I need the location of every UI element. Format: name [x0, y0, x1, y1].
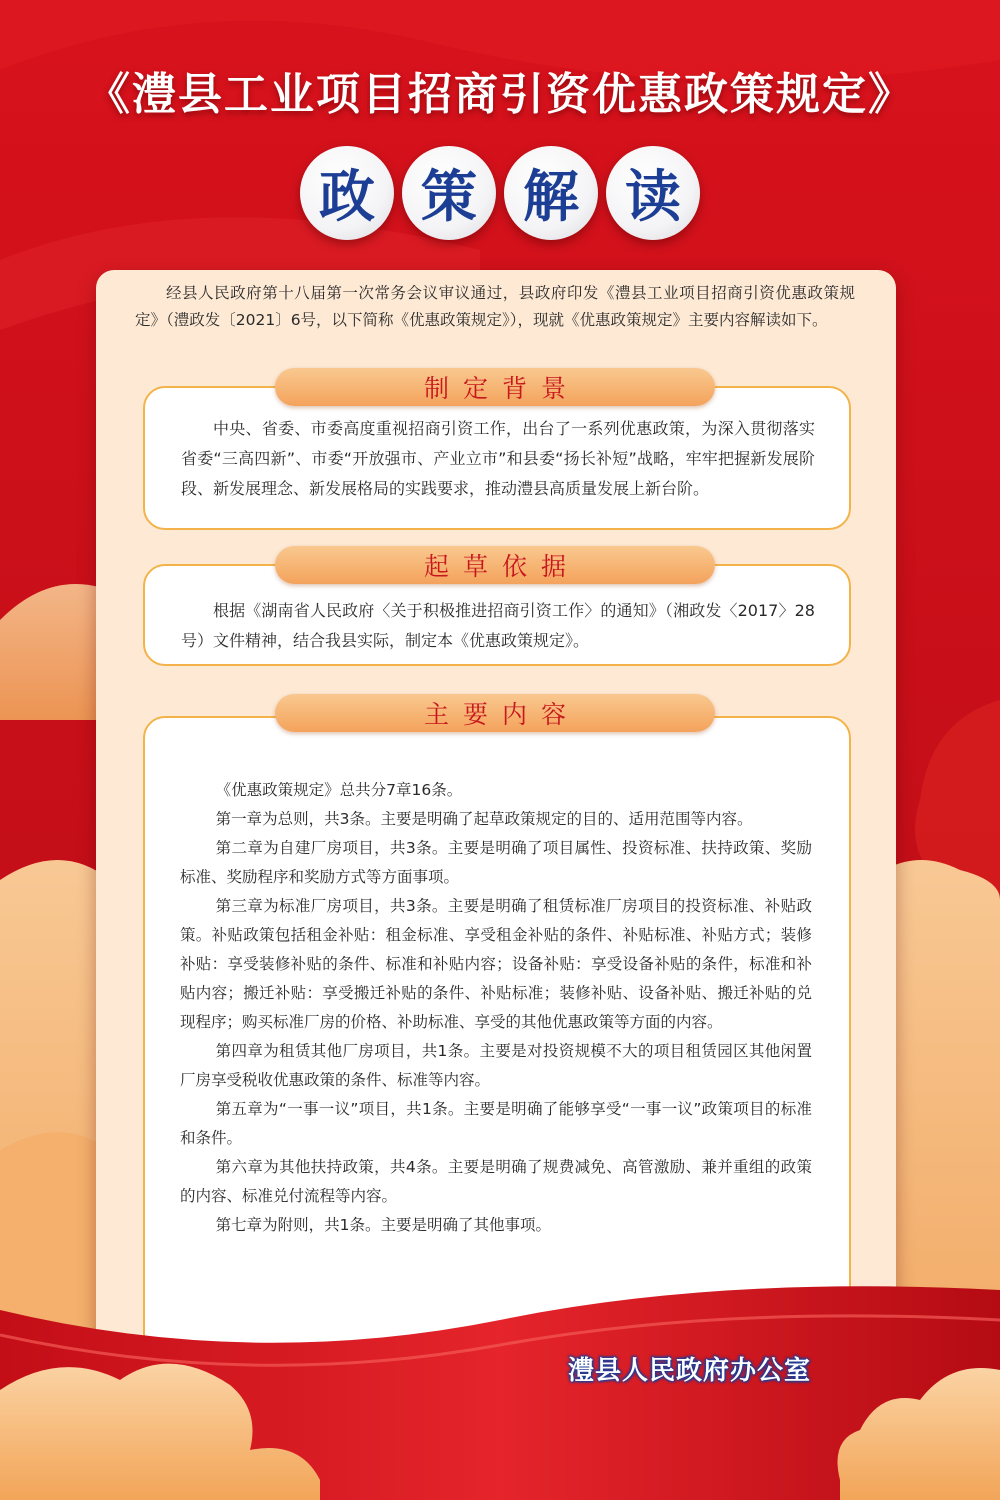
- content-paragraph: 第一章为总则，共3条。主要是明确了起草政策规定的目的、适用范围等内容。: [215, 810, 753, 828]
- badge-char-2: 策: [402, 146, 496, 240]
- badge-char-4: 读: [606, 146, 700, 240]
- content-paragraph: 第三章为标准厂房项目，共3条。主要是明确了租赁标准厂房项目的投资标准、补贴政策。补贴政策包括租金补贴：租金标准、享受租金补贴的条件、补贴标准、补贴方式；装修补贴：享受装修补贴的条件、标准和补贴内容；设备补贴：享受设备补贴的条件，标准和补贴内容；搬迁补贴：享受搬迁补贴的条件、补贴标准；装修补贴、设备补贴、搬迁补贴的兑现程序；购买标准厂房的价格、补助标准、享受的其他优惠政策等方面的内容。: [180, 897, 812, 1031]
- background-section-box: [143, 386, 851, 530]
- background-section-heading: 制定背景: [275, 368, 715, 406]
- bottom-wave-decoration: [0, 1250, 1000, 1500]
- content-paragraph: 第五章为“一事一议”项目，共1条。主要是明确了能够享受“一事一议”政策项目的标准和条件。: [180, 1100, 812, 1147]
- intro-paragraph: 经县人民政府第十八届第一次常务会议审议通过，县政府印发《澧县工业项目招商引资优惠政策规定》（澧政发〔2021〕6号，以下简称《优惠政策规定》），现就《优惠政策规定》主要内容解读如下。: [135, 284, 855, 329]
- issuer-signature: 澧县人民政府办公室: [568, 1356, 812, 1386]
- content-paragraph: 第六章为其他扶持政策，共4条。主要是明确了规费减免、高管激励、兼并重组的政策的内容、标准兑付流程等内容。: [180, 1158, 812, 1205]
- content-paragraph: 第二章为自建厂房项目，共3条。主要是明确了项目属性、投资标准、扶持政策、奖励标准、奖励程序和奖励方式等方面事项。: [180, 839, 812, 886]
- page-title: 《澧县工业项目招商引资优惠政策规定》: [86, 69, 914, 120]
- content-paragraph: 《优惠政策规定》总共分7章16条。: [215, 781, 463, 799]
- basis-section-heading: 起草依据: [275, 546, 715, 584]
- policy-interpretation-badges: [300, 146, 700, 246]
- content-paragraph: 第四章为租赁其他厂房项目，共1条。主要是对投资规模不大的项目租赁园区其他闲置厂房享受税收优惠政策的条件、标准等内容。: [180, 1042, 812, 1089]
- content-section-heading: 主要内容: [275, 694, 715, 732]
- content-paragraph: 第七章为附则，共1条。主要是明确了其他事项。: [215, 1216, 552, 1234]
- main-content-text: [180, 776, 812, 1240]
- background-section-text: 中央、省委、市委高度重视招商引资工作，出台了一系列优惠政策，为深入贯彻落实省委“三高四新”、市委“开放强市、产业立市”和县委“扬长补短”战略，牢牢把握新发展阶段、新发展理念、新发展格局的实践要求，推动澧县高质量发展上新台阶。: [181, 419, 815, 498]
- badge-char-1: 政: [300, 146, 394, 240]
- badge-char-3: 解: [504, 146, 598, 240]
- basis-section-text: 根据《湖南省人民政府〈关于积极推进招商引资工作〉的通知》（湘政发〈2017〉28号）文件精神，结合我县实际，制定本《优惠政策规定》。: [181, 601, 815, 650]
